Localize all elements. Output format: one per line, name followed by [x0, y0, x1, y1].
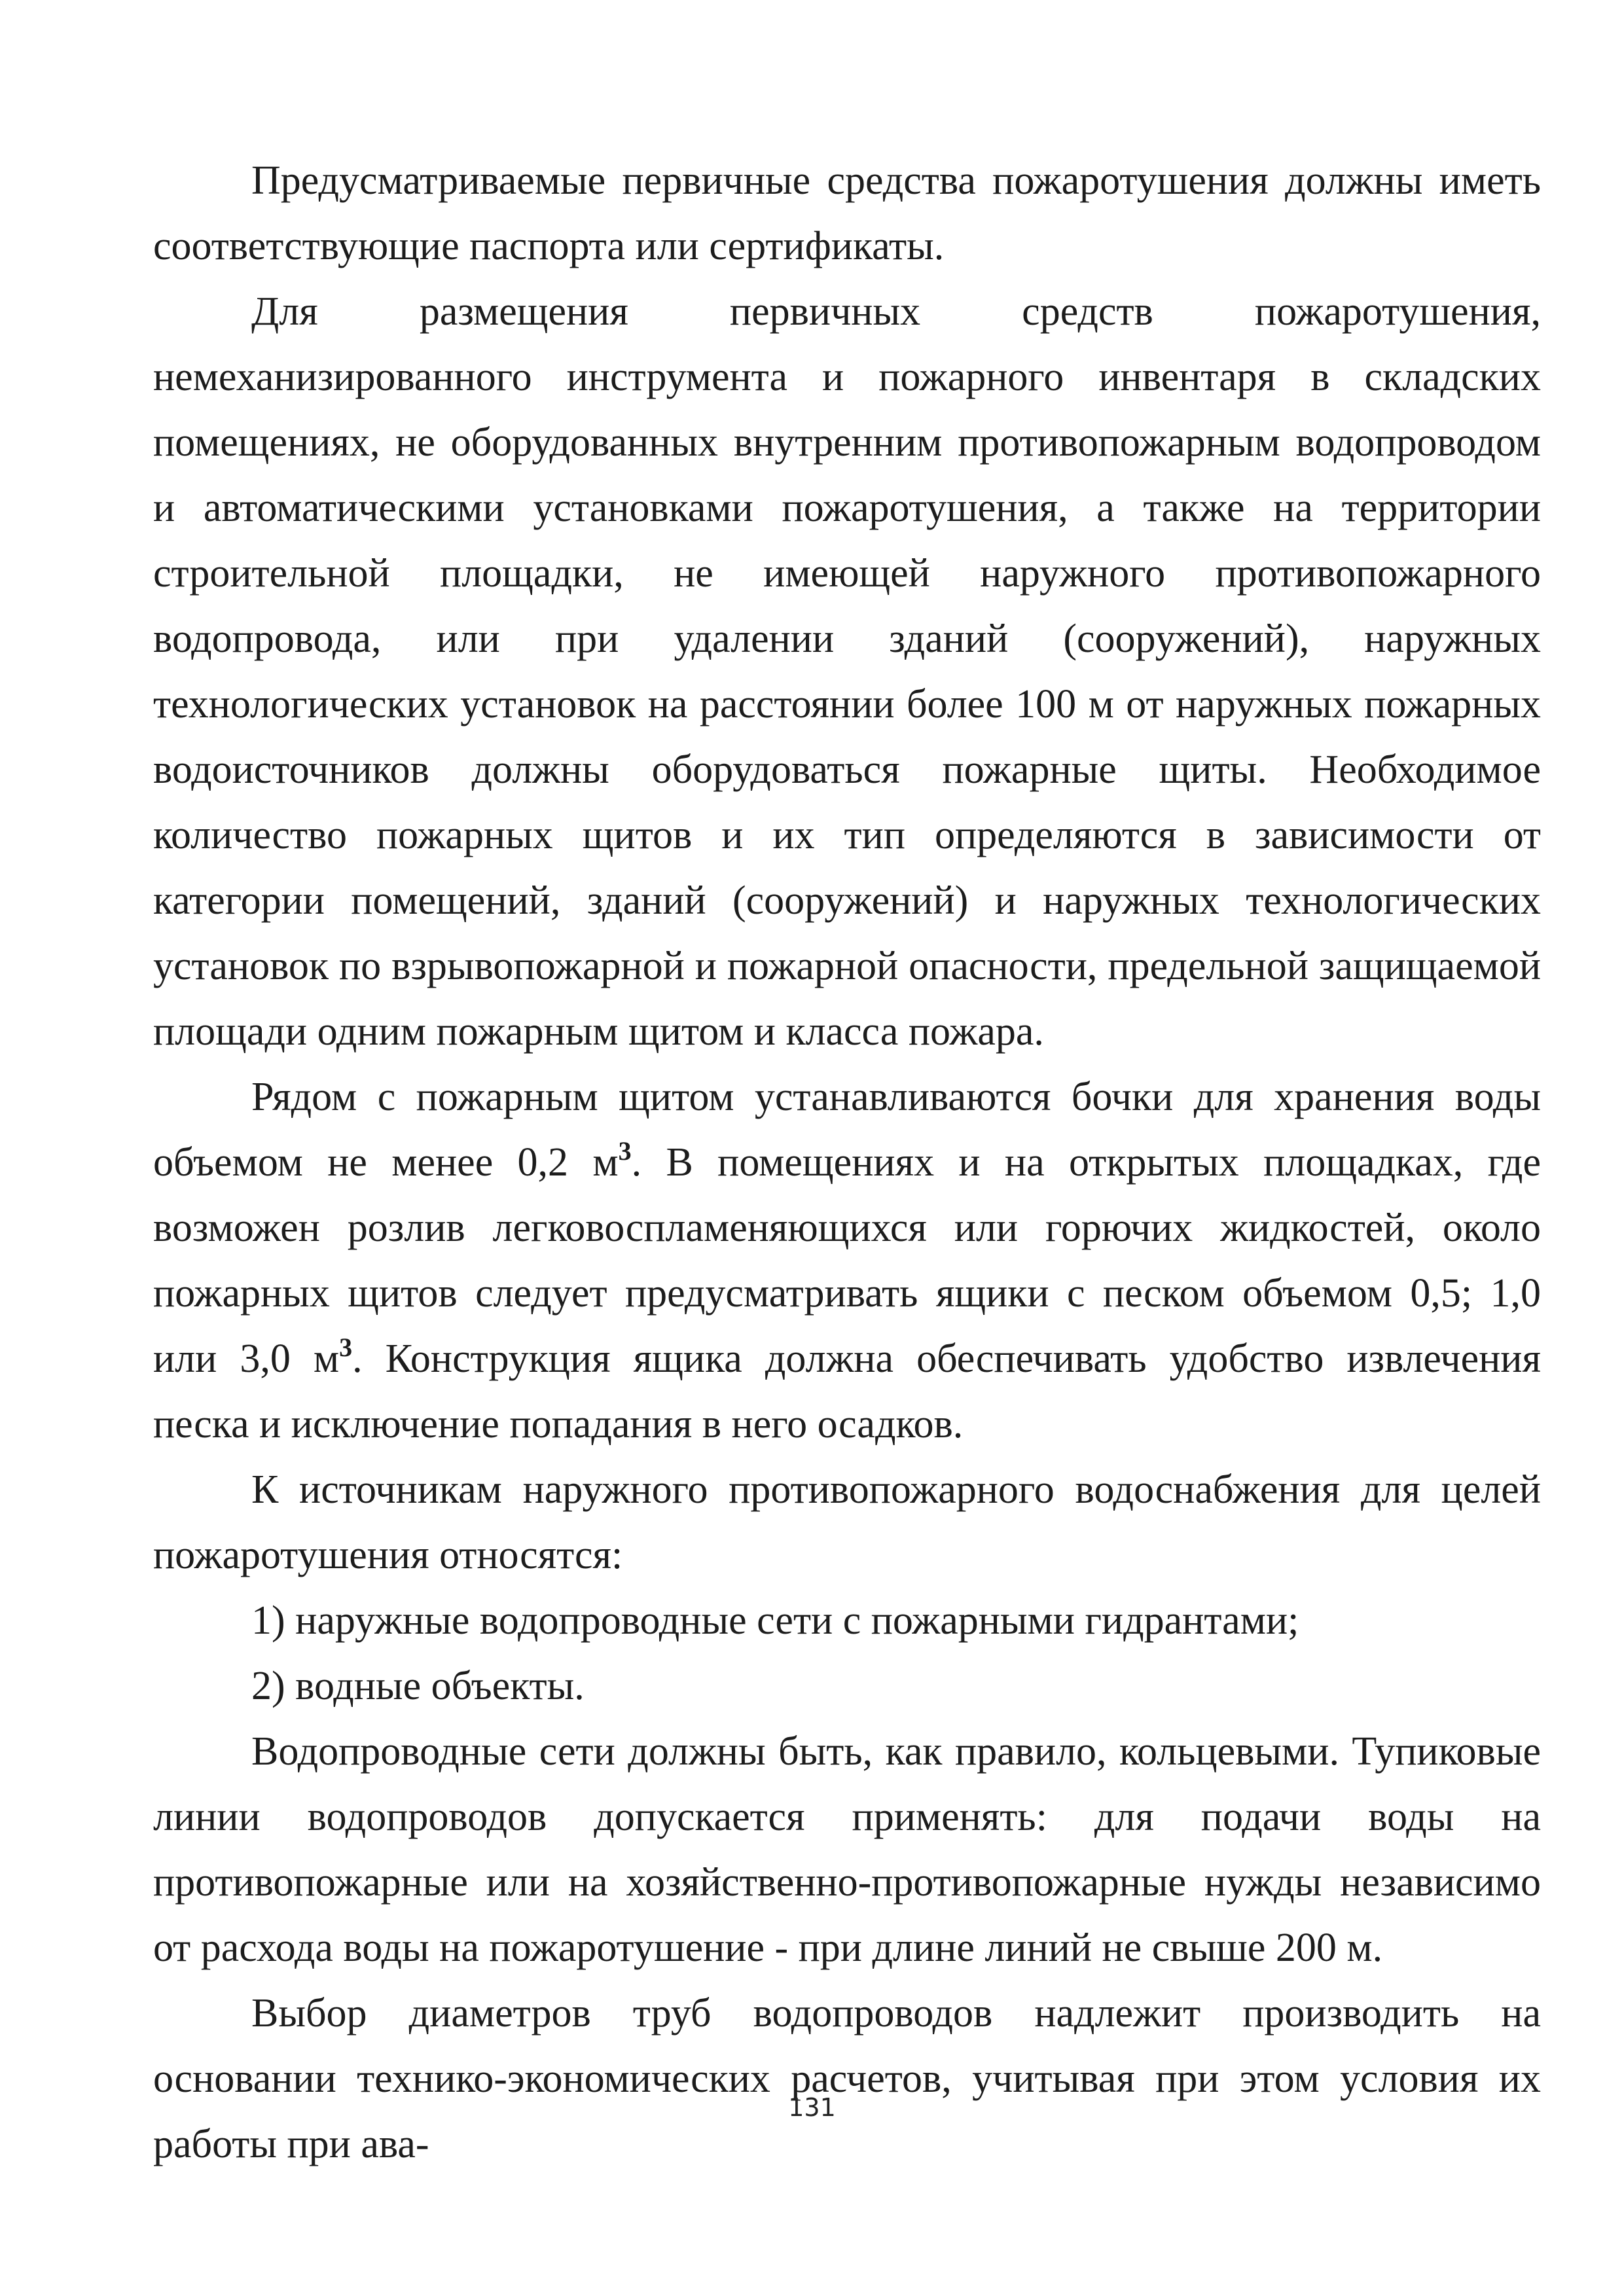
- paragraph-text-segment: . В помещениях и на открытых площадках, где возможен розлив легковоспламеняющихся или горючих жидкостей, около пожарных щитов следует предусматривать ящики с песком объемом 0,5; 1,0 или 3,0 м: [153, 1140, 1541, 1381]
- list-item-hydrant-networks: 1) наружные водопроводные сети с пожарными гидрантами;: [251, 1598, 1299, 1643]
- paragraph-ring-networks: Водопроводные сети должны быть, как правило, кольцевыми. Тупиковые линии водопроводов допускается применять: для подачи воды на противопожарные или на хозяйственно-противопожарные нужды независимо от расхода воды на пожаротушение - при длине линий не свыше 200 м.: [153, 1729, 1541, 1970]
- superscript-cubic: 3: [618, 1136, 632, 1166]
- paragraph-text-segment: Рядом с пожарным щитом устанавливаются бочки для хранения воды объемом не менее 0,2 м: [153, 1075, 1541, 1185]
- paragraph-pipe-diameters: Выбор диаметров труб водопроводов надлежит производить на основании технико-экономических расчетов, учитывая при этом условия их работы при ава-: [153, 1991, 1541, 2166]
- body-text: [153, 148, 1541, 2177]
- superscript-cubic: 3: [339, 1333, 353, 1362]
- paragraph-primary-extinguishing-certificates: Предусматриваемые первичные средства пожаротушения должны иметь соответствующие паспорта или сертификаты.: [153, 158, 1541, 268]
- paragraph-fire-shields: Для размещения первичных средств пожаротушения, немеханизированного инструмента и пожарного инвентаря в складских помещениях, не оборудованных внутренним противопожарным водопроводом и автоматическими установками пожаротушения, а также на территории строительной площадки, не имеющей наружного противопожарного водопровода, или при удалении зданий (сооружений), наружных технологических установок на расстоянии более 100 м от наружных пожарных водоисточников должны оборудоваться пожарные щиты. Необходимое количество пожарных щитов и их тип определяются в зависимости от категории помещений, зданий (сооружений) и наружных технологических установок по взрывопожарной и пожарной опасности, предельной защищаемой площади одним пожарным щитом и класса пожара.: [153, 289, 1541, 1054]
- paragraph-text-segment: . Конструкция ящика должна обеспечивать удобство извлечения песка и исключение попадания в него осадков.: [153, 1336, 1541, 1446]
- list-item-water-bodies: 2) водные объекты.: [251, 1664, 585, 1708]
- paragraph-water-barrels-sand-boxes: [153, 1064, 1541, 1457]
- page-number: 131: [788, 2093, 836, 2122]
- paragraph-water-supply-sources: К источникам наружного противопожарного водоснабжения для целей пожаротушения относятся:: [153, 1467, 1541, 1577]
